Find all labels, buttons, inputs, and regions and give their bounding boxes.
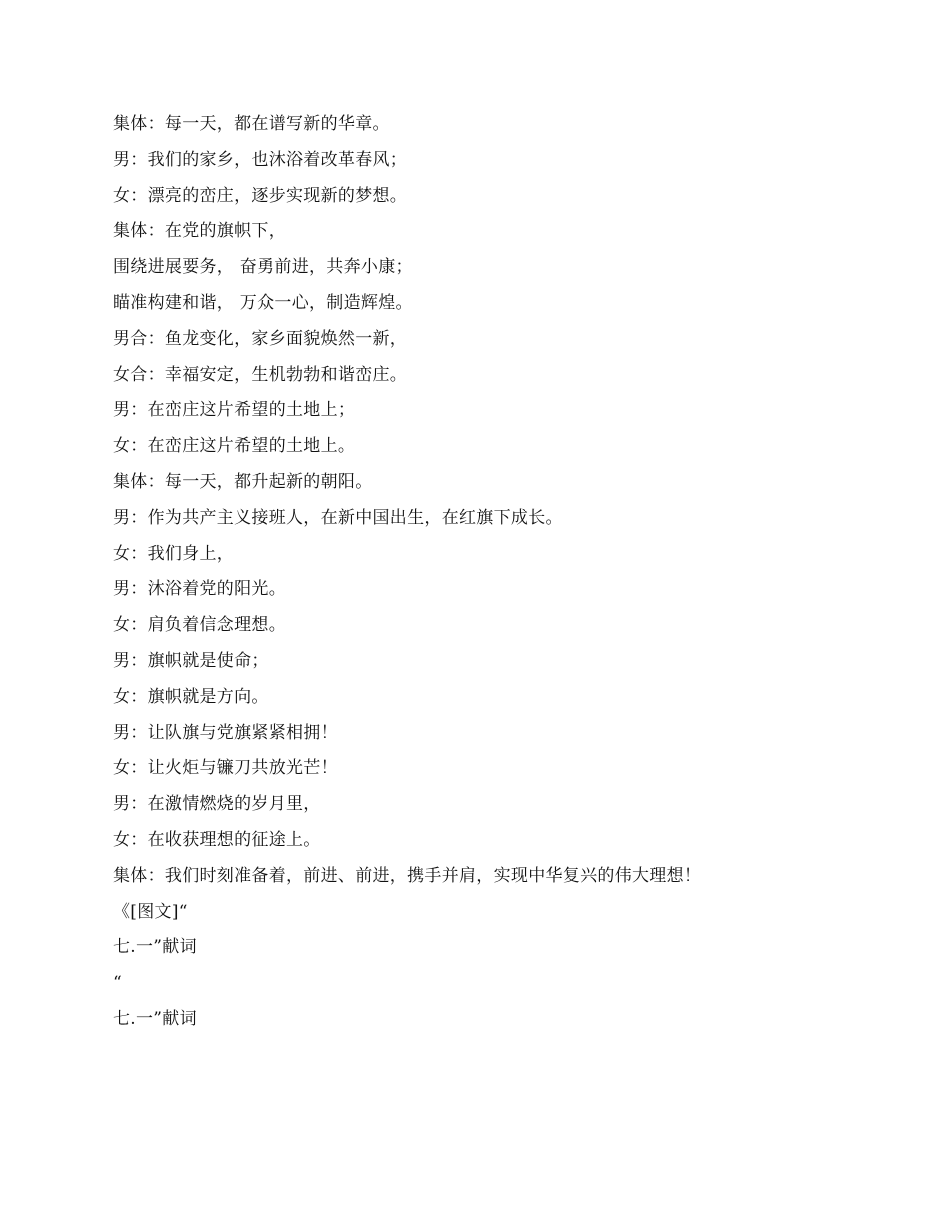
text-line: 《[图文]“ (113, 901, 188, 922)
text-line: 集体：每一天，都在谱写新的华章。 (113, 114, 390, 134)
text-line: 女：肩负着信念理想。 (113, 615, 286, 636)
text-line: 女：我们身上， (113, 543, 235, 564)
text-line: 男：作为共产主义接班人，在新中国出生，在红旗下成长。 (113, 507, 563, 528)
text-line: 瞄准构建和谐， 万众一心，制造辉煌。 (113, 292, 413, 313)
text-line: 女：旗帜就是方向。 (113, 686, 269, 707)
text-line: 集体：每一天，都升起新的朝阳。 (113, 471, 373, 492)
text-line: 男：旗帜就是使命； (113, 650, 269, 671)
text-line: 集体：我们时刻准备着，前进、前进，携手并肩，实现中华复兴的伟大理想！ (113, 865, 702, 886)
document-body (113, 109, 893, 1040)
text-line: 女：在峦庄这片希望的土地上。 (113, 436, 356, 457)
text-line: “ (113, 973, 122, 994)
text-line: 男：在激情燃烧的岁月里， (113, 794, 321, 815)
text-line: 男：沐浴着党的阳光。 (113, 579, 286, 600)
text-line: 男：让队旗与党旗紧紧相拥！ (113, 722, 338, 743)
text-line: 男：在峦庄这片希望的土地上； (113, 400, 356, 421)
text-line: 集体：在党的旗帜下， (113, 221, 286, 242)
text-line: 七.一”献词 (113, 1008, 197, 1029)
text-line: 女合：幸福安定，生机勃勃和谐峦庄。 (113, 364, 408, 385)
text-line: 女：在收获理想的征途上。 (113, 829, 321, 850)
text-line: 女：让火炬与镰刀共放光芒！ (113, 758, 338, 779)
text-line: 围绕进展要务， 奋勇前进，共奔小康； (113, 257, 413, 278)
text-line: 七.一”献词 (113, 937, 197, 958)
text-line: 男合：鱼龙变化，家乡面貌焕然一新， (113, 328, 408, 349)
text-line: 女：漂亮的峦庄，逐步实现新的梦想。 (113, 185, 408, 206)
text-line: 男：我们的家乡，也沐浴着改革春风； (113, 149, 408, 170)
